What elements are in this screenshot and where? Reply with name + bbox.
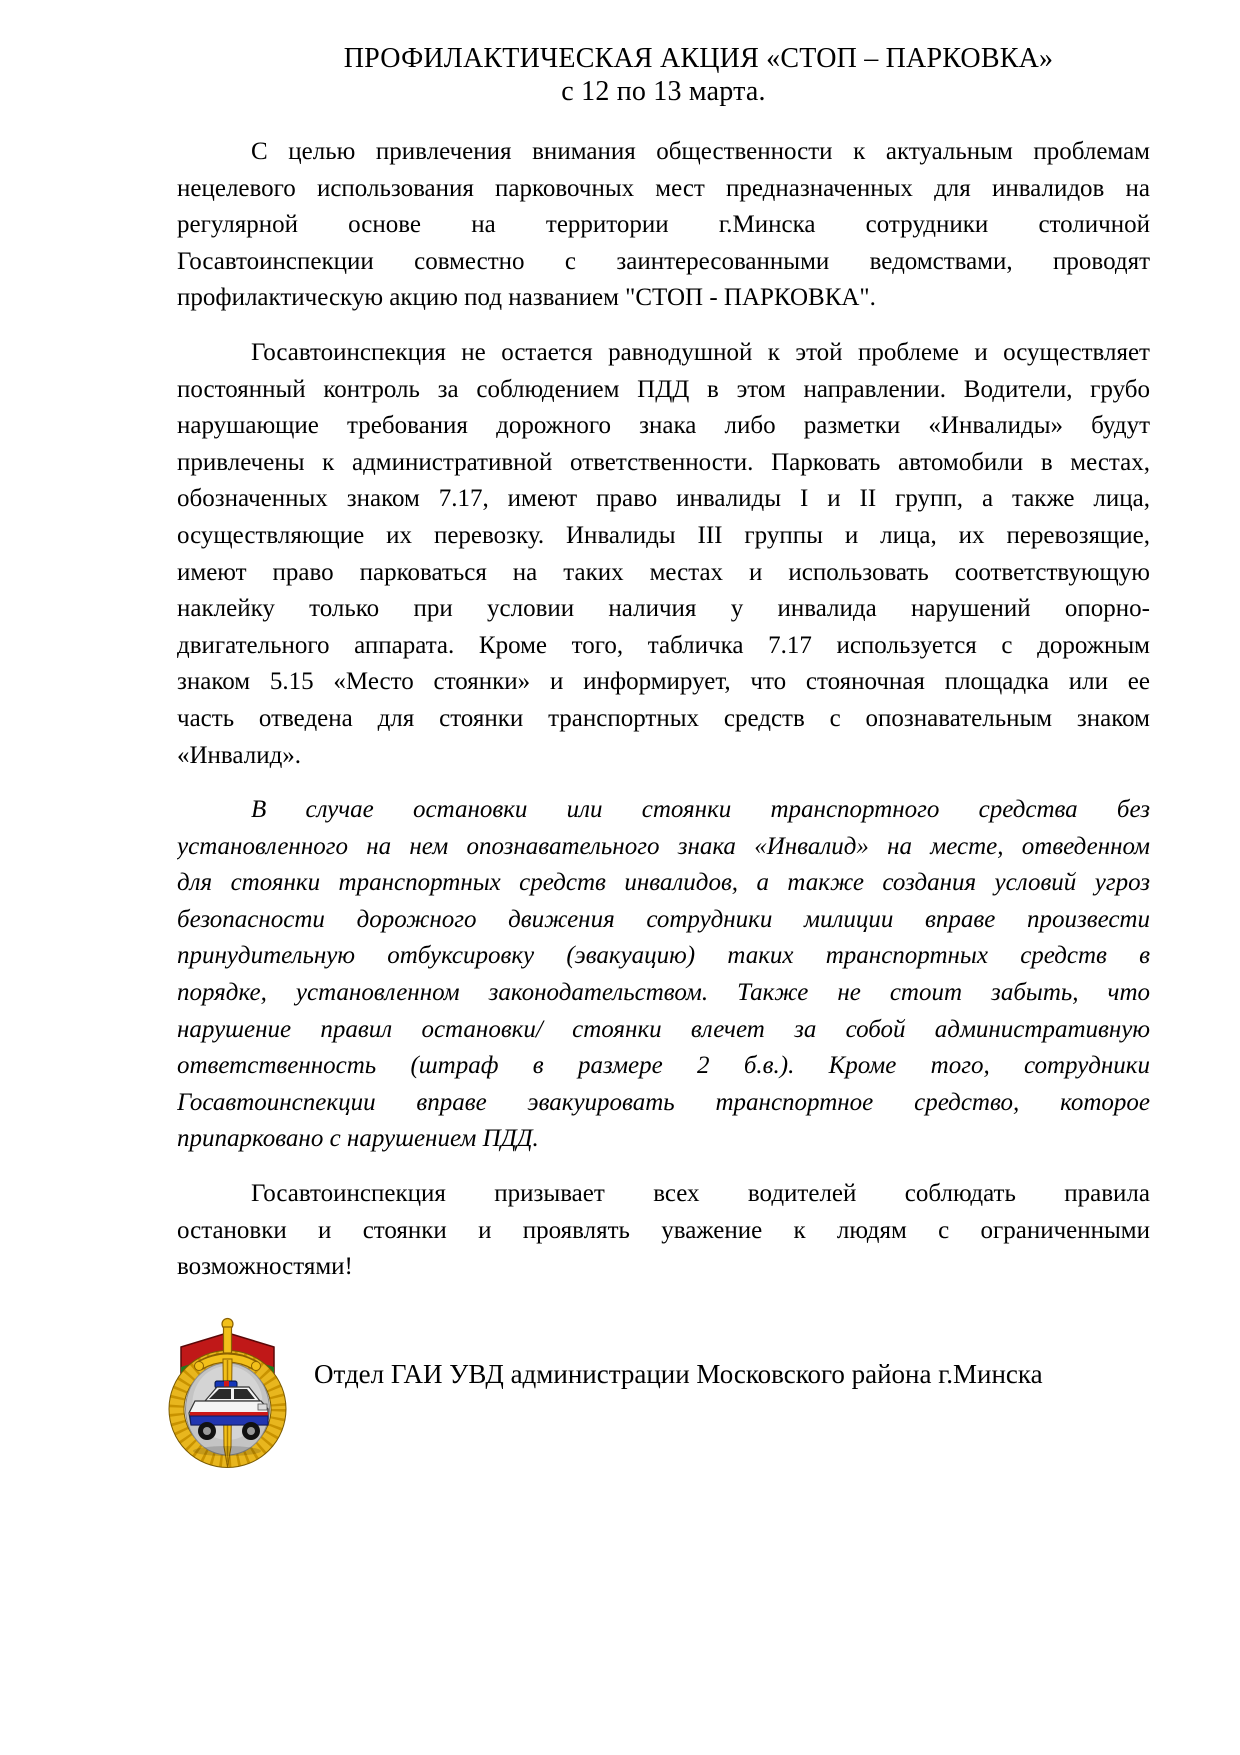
paragraph-line: принудительную отбуксировку (эвакуацию) таких транспортных средств в bbox=[177, 942, 1150, 970]
police-gai-emblem-icon bbox=[165, 1313, 290, 1473]
paragraph-line: Госавтоинспекции вправе эвакуировать транспортное средство, которое bbox=[177, 1088, 1150, 1116]
paragraph-line: «Инвалид». bbox=[177, 741, 302, 769]
paragraph-line: осуществляющие их перевозку. Инвалиды III группы и лица, их перевозящие, bbox=[177, 521, 1150, 549]
paragraph-line: Госавтоинспекции совместно с заинтересованными ведомствами, проводят bbox=[177, 247, 1150, 275]
paragraph-line: регулярной основе на территории г.Минска сотрудники столичной bbox=[177, 211, 1150, 239]
paragraph-line: профилактическую акцию под названием "СТОП - ПАРКОВКА". bbox=[177, 284, 876, 312]
footer-department-name: Отдел ГАИ УВД администрации Московского района г.Минска bbox=[314, 1359, 1043, 1389]
paragraph-line: остановки и стоянки и проявлять уважение к людям с ограниченными bbox=[177, 1216, 1150, 1244]
paragraph-line: ответственность (штраф в размере 2 б.в.). Кроме того, сотрудники bbox=[177, 1052, 1150, 1080]
paragraph-line: двигательного аппарата. Кроме того, табличка 7.17 используется с дорожным bbox=[177, 631, 1150, 659]
paragraph-line: припарковано с нарушением ПДД. bbox=[177, 1125, 539, 1153]
paragraph-line: нарушающие требования дорожного знака либо разметки «Инвалиды» будут bbox=[177, 412, 1150, 440]
paragraph-line: Госавтоинспекция призывает всех водителей соблюдать правила bbox=[251, 1180, 1150, 1208]
paragraph-line: возможностями! bbox=[177, 1253, 353, 1281]
paragraph-line: установленного на нем опознавательного знака «Инвалид» на месте, отведенном bbox=[177, 832, 1150, 860]
paragraph-line: привлечены к административной ответственности. Парковать автомобили в местах, bbox=[177, 448, 1150, 476]
paragraph-line: обозначенных знаком 7.17, имеют право инвалиды I и II групп, а также лица, bbox=[177, 485, 1150, 513]
paragraph-line: знаком 5.15 «Место стоянки» и информирует, что стояночная площадка или ее bbox=[177, 668, 1150, 696]
paragraph-line: Госавтоинспекция не остается равнодушной к этой проблеме и осуществляет bbox=[251, 338, 1150, 366]
page-subtitle: с 12 по 13 марта. bbox=[561, 76, 766, 107]
paragraph-line: часть отведена для стоянки транспортных средств с опознавательным знаком bbox=[177, 704, 1150, 732]
paragraph-line: нецелевого использования парковочных мест предназначенных для инвалидов на bbox=[177, 174, 1150, 202]
paragraph-line: порядке, установленном законодательством. Также не стоит забыть, что bbox=[177, 979, 1150, 1007]
paragraph bbox=[177, 792, 1150, 1158]
paragraph-line: постоянный контроль за соблюдением ПДД в этом направлении. Водители, грубо bbox=[177, 375, 1150, 403]
document-body bbox=[177, 134, 1150, 1304]
paragraph-line: С целью привлечения внимания общественности к актуальным проблемам bbox=[251, 138, 1150, 165]
paragraph-line: для стоянки транспортных средств инвалидов, а также создания условий угроз bbox=[177, 869, 1150, 897]
document-title-block bbox=[177, 42, 1150, 108]
paragraph-line: безопасности дорожного движения сотрудники милиции вправе произвести bbox=[177, 905, 1150, 933]
page-title: ПРОФИЛАКТИЧЕСКАЯ АКЦИЯ «СТОП – ПАРКОВКА» bbox=[343, 43, 1054, 74]
paragraph-line: нарушение правил остановки/ стоянки влечет за собой административную bbox=[177, 1015, 1150, 1043]
paragraph-line: наклейку только при условии наличия у инвалида нарушений опорно- bbox=[177, 595, 1150, 623]
paragraph-line: В случае остановки или стоянки транспортного средства без bbox=[251, 796, 1150, 824]
paragraph-line: имеют право парковаться на таких местах и использовать соответствующую bbox=[177, 558, 1150, 586]
paragraph bbox=[177, 1176, 1150, 1286]
paragraph bbox=[177, 134, 1150, 317]
paragraph bbox=[177, 335, 1150, 774]
